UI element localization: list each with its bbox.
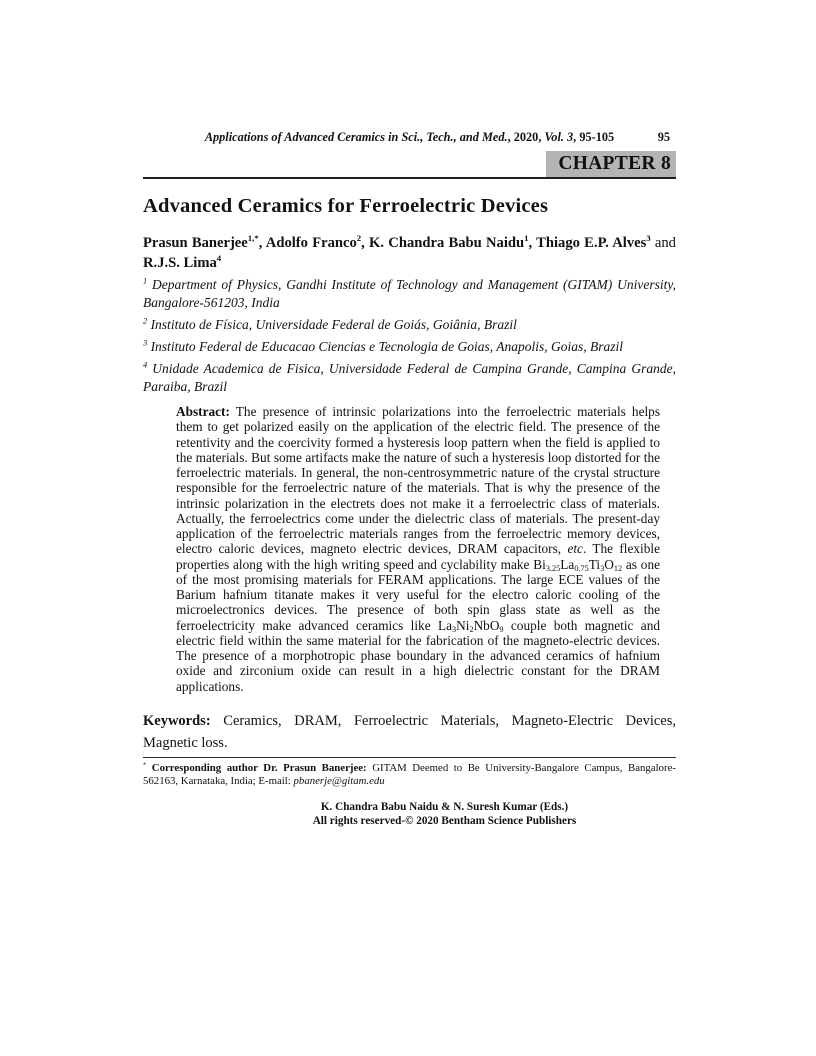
affiliation-3 xyxy=(143,338,676,356)
page-number: 95 xyxy=(657,130,670,144)
email-link[interactable]: pbanerje@gitam.edu xyxy=(293,775,385,788)
formula2-nbo: NbO xyxy=(473,617,500,633)
abstract-text-3: as one of the most promising materials for FERAM applications. The large ECE values of the Barium hafnium titanate makes it very useful for the electro caloric cooling of the microelectronics devices. The presence of both spin glass state as well as the ferroelectricity make advanced ceramics like La xyxy=(176,556,660,633)
chapter-title: Advanced Ceramics for Ferroelectric Devices xyxy=(143,195,549,217)
formula-ti: Ti xyxy=(588,556,601,572)
corresponding-author-footnote xyxy=(143,762,676,788)
author-5: R.J.S. Lima xyxy=(143,255,217,271)
journal-volume: Vol. 3 xyxy=(544,130,574,144)
journal-citation xyxy=(205,130,614,144)
affiliation-2-marker: 2 xyxy=(143,316,148,326)
abstract-text-1: The presence of intrinsic polarizations into the ferroelectric materials helps them to get polarized easily on the application of the electric field. The presence of the retentivity and the coercivity formed a hysteresis loop pattern when the field is applied to the materials. But some artifacts make the nature of such a hysteresis loop distorted for the ferroelectric materials. In general, the non-centrosymmetric nature of the crystal structure responsible for the ferroelectric nature of the materials. That is why the presence of the intrinsic polarization in the electrets does not make it a ferroelectric class of materials. Actually, the ferroelectrics come under the dielectric class of materials. The present-day application of the ferroelectric materials ranges from the ferroelectric memory devices, electro caloric devices, magneto electric devices, DRAM capacitors, xyxy=(176,404,660,557)
affiliation-1-text: Department of Physics, Gandhi Institute of Technology and Management (GITAM) University, Bangalore-561203, India xyxy=(143,277,676,310)
footnote-divider xyxy=(143,757,676,758)
keywords-text: Ceramics, DRAM, Ferroelectric Materials, Magneto-Electric Devices, Magnetic loss. xyxy=(143,713,676,751)
copyright-line: All rights reserved-© 2020 Bentham Science Publishers xyxy=(312,815,577,827)
formula-o: O xyxy=(604,556,614,572)
affiliation-2-text: Instituto de Física, Universidade Federal de Goiás, Goiânia, Brazil xyxy=(147,317,517,332)
keywords-paragraph xyxy=(143,710,676,754)
author-2: , Adolfo Franco xyxy=(258,235,357,251)
author-1-affmark: 1,* xyxy=(247,233,259,244)
formula2-nbo-sub: 9 xyxy=(499,624,504,634)
formula-la-sub: 0.75 xyxy=(574,563,589,573)
formula-bi-sub: 3.25 xyxy=(545,563,561,573)
affiliation-4-marker: 4 xyxy=(143,360,148,370)
author-3: , K. Chandra Babu Naidu xyxy=(361,235,525,251)
formula2-ni: Ni xyxy=(456,617,470,633)
journal-pages: , 95-105 xyxy=(573,130,615,144)
affiliation-4 xyxy=(143,360,676,396)
affiliation-3-marker: 3 xyxy=(143,338,148,348)
journal-title: Applications of Advanced Ceramics in Sci., Tech., and Med. xyxy=(204,130,508,144)
abstract-label: Abstract: xyxy=(176,404,230,419)
formula-ti-sub: 3 xyxy=(600,563,605,573)
abstract-text-4: couple both magnetic and electric field within the same material for the fabrication of the magneto-electric devices. The presence of a morphotropic phase boundary in the advanced ceramics of hafnium oxide and zirconium oxide can result in a high dielectric constant for the DRAM applications. xyxy=(176,617,660,694)
footnote-text: GITAM Deemed to Be University-Bangalore Campus, Bangalore-562163, Karnataka, India; E-mail: xyxy=(143,762,676,788)
affiliations xyxy=(143,276,676,400)
affiliation-1 xyxy=(143,276,676,312)
author-2-affmark: 2 xyxy=(356,233,362,244)
affiliation-3-text: Instituto Federal de Educacao Ciencias e Tecnologia de Goias, Anapolis, Goias, Brazil xyxy=(147,339,624,354)
journal-year: , 2020, xyxy=(507,130,545,144)
authors-conjunction: and xyxy=(650,235,676,251)
abstract-etc: etc xyxy=(567,541,583,557)
affiliation-1-marker: 1 xyxy=(143,276,148,286)
publisher-block xyxy=(178,800,711,828)
author-1: Prasun Banerjee xyxy=(143,235,248,251)
author-4-affmark: 3 xyxy=(646,233,651,244)
author-5-affmark: 4 xyxy=(216,253,222,264)
footnote-bold-lead: Corresponding author Dr. Prasun Banerjee: xyxy=(146,762,367,774)
keywords-label: Keywords: xyxy=(143,713,211,729)
authors-line xyxy=(143,233,676,273)
formula-o-sub: 12 xyxy=(613,563,623,573)
editors-line: K. Chandra Babu Naidu & N. Suresh Kumar (Eds.) xyxy=(320,801,569,813)
formula-la: La xyxy=(560,556,575,572)
footnote-asterisk: * xyxy=(143,761,147,769)
author-4: , Thiago E.P. Alves xyxy=(528,235,647,251)
formula2-ni-sub: 2 xyxy=(469,624,474,634)
affiliation-4-text: Unidade Academica de Fisica, Universidade Federal de Campina Grande, Campina Grande, Paraiba, Brazil xyxy=(143,361,676,394)
affiliation-2 xyxy=(143,316,676,334)
abstract-paragraph xyxy=(176,404,660,694)
chapter-banner xyxy=(143,151,676,179)
chapter-label: CHAPTER 8 xyxy=(546,151,676,177)
running-header xyxy=(143,130,676,148)
formula2-la-sub: 3 xyxy=(452,624,457,634)
abstract-text-2: . The flexible properties along with the high writing speed and cyclability make Bi xyxy=(176,541,660,572)
author-3-affmark: 1 xyxy=(524,233,529,244)
